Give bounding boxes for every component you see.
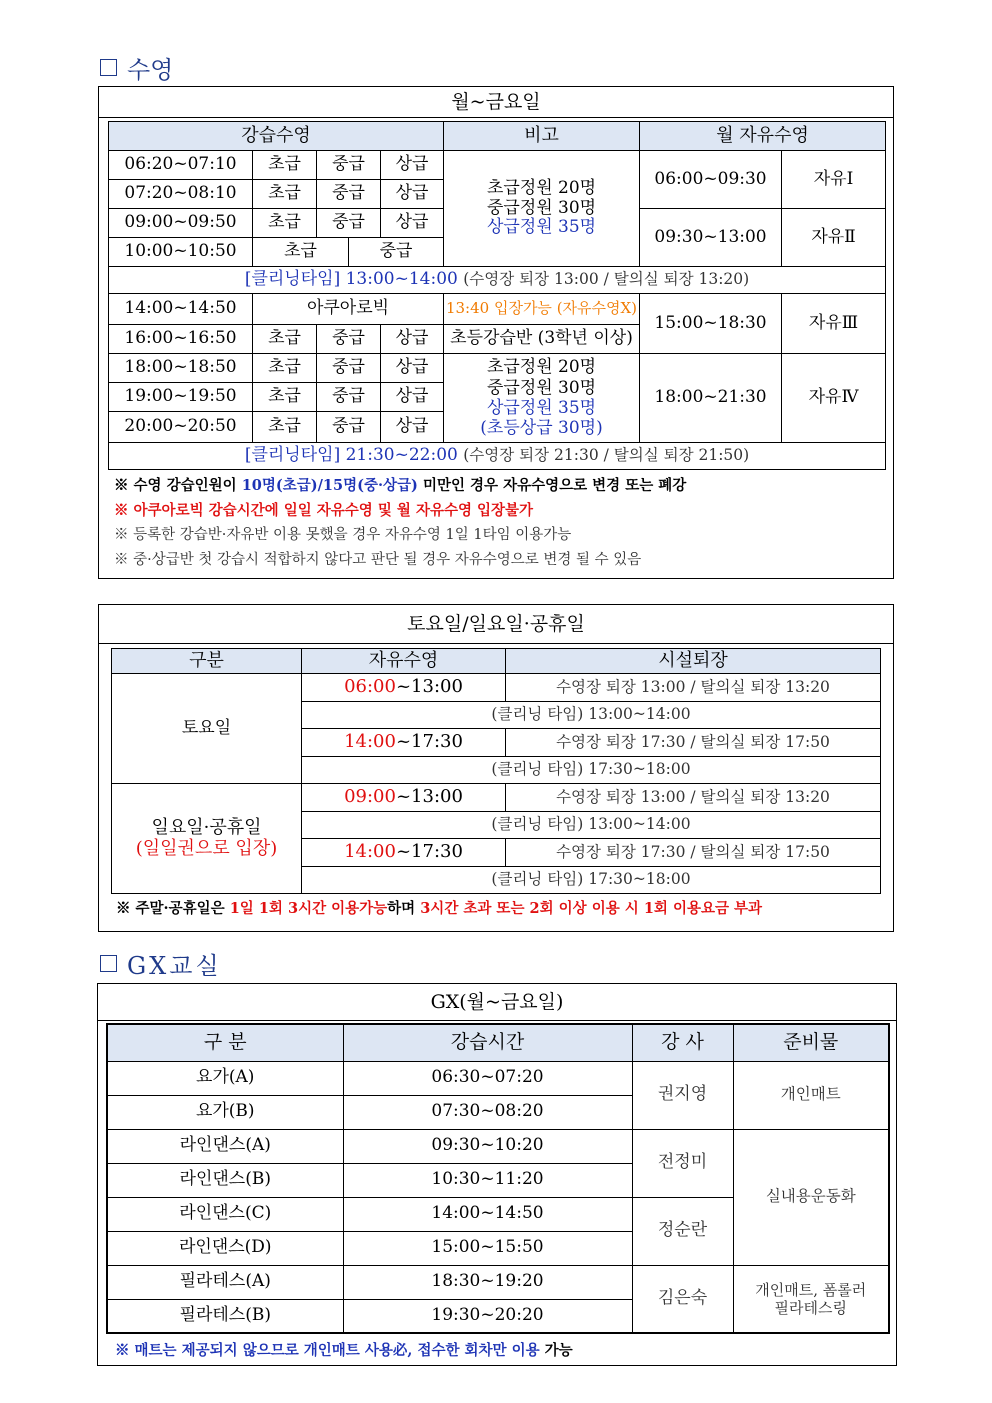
col-note-header: 비고 [444, 122, 640, 151]
gx-table [106, 1023, 890, 1334]
weekend-note: ※ 주말·공휴일은 1일 1회 3시간 이용가능하며 3시간 초과 또는 2회 이상 이용 시 1회 이용요금 부과 [116, 900, 763, 917]
sun-label: 일요일·공휴일 (일일권으로 입장) [112, 784, 302, 894]
table-row: 요가(B) 07:30~08:20 [107, 1095, 889, 1129]
table-row: 라인댄스(C) 14:00~14:50 정순란 [107, 1197, 889, 1231]
cleaning-row: (클리닝 타임) 17:30~18:00 [112, 757, 881, 784]
cleaning-row: (클리닝 타임) 17:30~18:00 [112, 867, 881, 894]
lesson-row: 19:00~19:50 초급 중급 상급 [109, 383, 886, 412]
capacity-note-2: 초급정원 20명 중급정원 30명 상급정원 35명 (초등상급 30명) [444, 354, 640, 443]
lesson-row: 07:20~08:10 초급 중급 상급 [109, 180, 886, 209]
col-free-header: 월 자유수영 [640, 122, 886, 151]
col-type-header: 구 분 [107, 1024, 343, 1061]
cleaning-row: [클리닝타임] 21:30~22:00 (수영장 퇴장 21:30 / 탈의실 퇴장 21:50) [109, 443, 886, 470]
lesson-row: 09:00~09:50 초급 중급 상급 09:30~13:00 자유Ⅱ [109, 209, 886, 238]
swim-section-title: 수영 [100, 50, 173, 85]
lesson-row: 18:00~18:50 초급 중급 상급 초급정원 20명 중급정원 30명 상급정원 35명 (초등상급 30명) 18:00~21:30 자유Ⅳ [109, 354, 886, 383]
table-row: 라인댄스(B) 10:30~11:20 [107, 1163, 889, 1197]
sat-label: 토요일 [112, 674, 302, 784]
weekday-header: 월~금요일 [99, 87, 893, 118]
note-3: ※ 등록한 강습반·자유반 이용 못했을 경우 자유수영 1일 1타임 이용가능 [114, 527, 572, 543]
lesson-row: 10:00~10:50 초급 중급 [109, 238, 886, 267]
col-items-header: 준비물 [733, 1024, 889, 1061]
sun-row: 14:00~17:30 수영장 퇴장 17:30 / 탈의실 퇴장 17:50 [112, 839, 881, 867]
weekend-header: 토요일/일요일·공휴일 [99, 605, 893, 644]
gx-section-title: GX교실 [100, 946, 222, 981]
sat-row: 14:00~17:30 수영장 퇴장 17:30 / 탈의실 퇴장 17:50 [112, 729, 881, 757]
note-1: ※ 수영 강습인원이 10명(초급)/15명(중·상급) 미만인 경우 자유수영으로 변경 또는 폐강 [114, 477, 687, 494]
note-4: ※ 중·상급반 첫 강습시 적합하지 않다고 판단 될 경우 자유수영으로 변경 될 수 있음 [114, 552, 642, 568]
weekday-table [108, 121, 886, 470]
gx-header: GX(월~금요일) [98, 984, 896, 1021]
table-row: 라인댄스(A) 09:30~10:20 전정미 실내용운동화 [107, 1129, 889, 1163]
note-2: ※ 아쿠아로빅 강습시간에 일일 자유수영 및 월 자유수영 입장불가 [114, 502, 534, 519]
table-row: 라인댄스(D) 15:00~15:50 [107, 1231, 889, 1265]
lesson-row: 16:00~16:50 초급 중급 상급 초등강습반 (3학년 이상) [109, 325, 886, 354]
weekend-table [111, 648, 881, 894]
weekday-notes [114, 473, 686, 573]
cleaning-row: (클리닝 타임) 13:00~14:00 [112, 702, 881, 729]
table-row: 필라테스(A) 18:30~19:20 김은숙 개인매트, 폼롤러 필라테스링 [107, 1265, 889, 1299]
cleaning-row: (클리닝 타임) 13:00~14:00 [112, 812, 881, 839]
col-teacher-header: 강 사 [632, 1024, 733, 1061]
sat-row: 토요일 06:00~13:00 수영장 퇴장 13:00 / 탈의실 퇴장 13:20 [112, 674, 881, 702]
col-time-header: 강습시간 [343, 1024, 632, 1061]
aqua-row: 14:00~14:50 아쿠아로빅 13:40 입장가능 (자유수영X) 15:00~18:30 자유Ⅲ [109, 294, 886, 325]
table-row: 필라테스(B) 19:30~20:20 [107, 1299, 889, 1333]
capacity-note-1: 초급정원 20명 중급정원 30명 상급정원 35명 [444, 151, 640, 267]
cleaning-row: [클리닝타임] 13:00~14:00 (수영장 퇴장 13:00 / 탈의실 퇴장 13:20) [109, 267, 886, 294]
col-type-header: 구분 [112, 649, 302, 674]
lesson-row: 06:20~07:10 초급 중급 상급 초급정원 20명 중급정원 30명 상급정원 35명 06:00~09:30 자유Ⅰ [109, 151, 886, 180]
checkbox-square-icon [100, 59, 117, 76]
col-lesson-header: 강습수영 [109, 122, 444, 151]
table-row: 요가(A) 06:30~07:20 권지영 개인매트 [107, 1061, 889, 1095]
lesson-row: 20:00~20:50 초급 중급 상급 [109, 412, 886, 443]
sun-row: 일요일·공휴일 (일일권으로 입장) 09:00~13:00 수영장 퇴장 13:00 / 탈의실 퇴장 13:20 [112, 784, 881, 812]
checkbox-square-icon [100, 955, 117, 972]
col-free-header: 자유수영 [302, 649, 506, 674]
gx-note: ※ 매트는 제공되지 않으므로 개인매트 사용必, 접수한 회차만 이용 가능 [115, 1342, 573, 1359]
col-exit-header: 시설퇴장 [506, 649, 881, 674]
